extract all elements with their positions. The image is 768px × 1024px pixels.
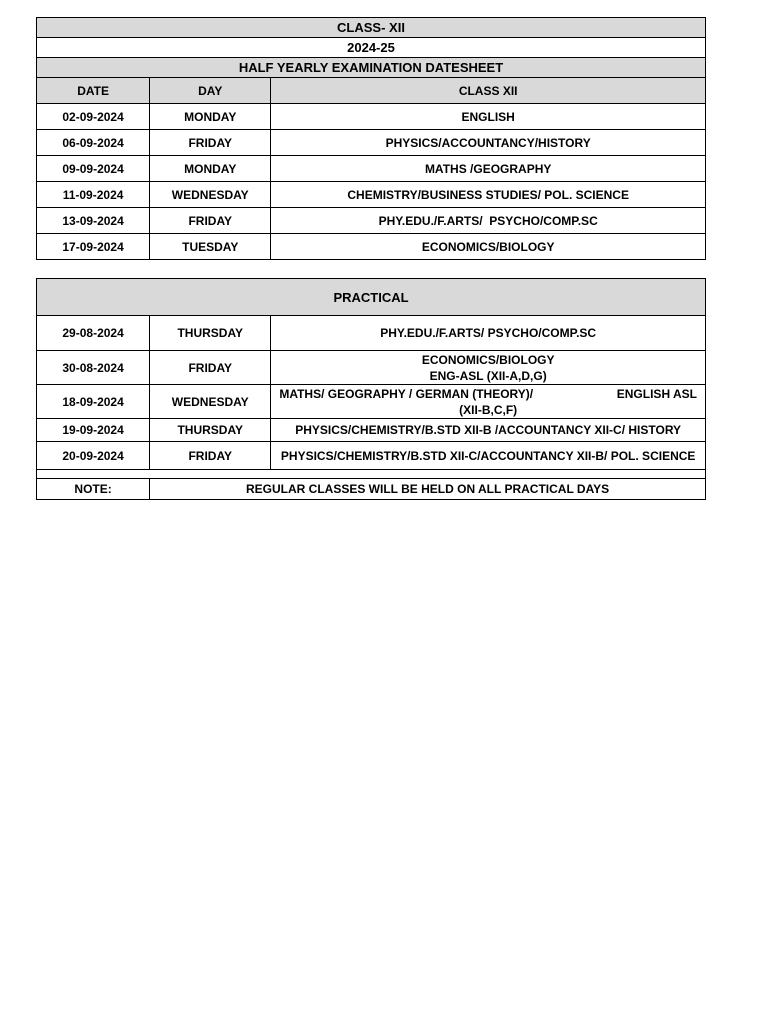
row-subject: CHEMISTRY/BUSINESS STUDIES/ POL. SCIENCE (271, 182, 706, 208)
table-row (37, 182, 706, 208)
subject-line-1-left: MATHS/ GEOGRAPHY / GERMAN (THEORY)/ (279, 386, 534, 401)
row-day: WEDNESDAY (150, 385, 271, 419)
table-row (37, 351, 706, 385)
row-subject: PHYSICS/CHEMISTRY/B.STD XII-C/ACCOUNTANCY XII-B/ POL. SCIENCE (271, 442, 706, 470)
subject-line-1: ECONOMICS/BIOLOGY (421, 352, 555, 367)
subject-line-1 (271, 386, 705, 402)
row-date: 17-09-2024 (37, 234, 150, 260)
row-subject: PHY.EDU./F.ARTS/ PSYCHO/COMP.SC (271, 208, 706, 234)
table-row (37, 104, 706, 130)
row-day: THURSDAY (150, 419, 271, 442)
practical-datesheet-table (36, 278, 706, 500)
column-header-day: DAY (150, 78, 271, 104)
row-date: 30-08-2024 (37, 351, 150, 385)
row-date: 06-09-2024 (37, 130, 150, 156)
row-day: FRIDAY (150, 130, 271, 156)
row-day: WEDNESDAY (150, 182, 271, 208)
row-subject: MATHS /GEOGRAPHY (271, 156, 706, 182)
exam-datesheet-table (36, 17, 706, 260)
row-subject (271, 385, 706, 419)
row-date: 13-09-2024 (37, 208, 150, 234)
sheet-title: HALF YEARLY EXAMINATION DATESHEET (37, 58, 706, 78)
row-subject (271, 351, 706, 385)
spacer-row (37, 470, 706, 479)
class-title: CLASS- XII (37, 18, 706, 38)
row-subject: PHY.EDU./F.ARTS/ PSYCHO/COMP.SC (271, 316, 706, 351)
row-day: TUESDAY (150, 234, 271, 260)
note-label: NOTE: (37, 479, 150, 500)
row-day: FRIDAY (150, 351, 271, 385)
row-subject: ENGLISH (271, 104, 706, 130)
table-row (37, 442, 706, 470)
row-day: FRIDAY (150, 442, 271, 470)
row-subject: PHYSICS/ACCOUNTANCY/HISTORY (271, 130, 706, 156)
table-row (37, 208, 706, 234)
row-day: MONDAY (150, 104, 271, 130)
subject-line-2: ENG-ASL (XII-A,D,G) (429, 368, 547, 383)
row-date: 20-09-2024 (37, 442, 150, 470)
row-subject: ECONOMICS/BIOLOGY (271, 234, 706, 260)
row-day: MONDAY (150, 156, 271, 182)
practical-title: PRACTICAL (37, 279, 706, 316)
table-row (37, 156, 706, 182)
subject-line-2: (XII-B,C,F) (459, 402, 518, 417)
table-row (37, 316, 706, 351)
table-row (37, 385, 706, 419)
row-date: 18-09-2024 (37, 385, 150, 419)
row-date: 11-09-2024 (37, 182, 150, 208)
session-title: 2024-25 (37, 38, 706, 58)
table-row (37, 130, 706, 156)
row-subject: PHYSICS/CHEMISTRY/B.STD XII-B /ACCOUNTANCY XII-C/ HISTORY (271, 419, 706, 442)
note-row (37, 479, 706, 500)
table-row (37, 419, 706, 442)
column-header-date: DATE (37, 78, 150, 104)
subject-line-1-right: ENGLISH ASL (616, 386, 697, 401)
row-day: THURSDAY (150, 316, 271, 351)
row-date: 02-09-2024 (37, 104, 150, 130)
note-text: REGULAR CLASSES WILL BE HELD ON ALL PRACTICAL DAYS (150, 479, 706, 500)
row-day: FRIDAY (150, 208, 271, 234)
row-date: 29-08-2024 (37, 316, 150, 351)
spacer-cell (37, 470, 706, 479)
column-header-class: CLASS XII (271, 78, 706, 104)
table-row (37, 234, 706, 260)
row-date: 19-09-2024 (37, 419, 150, 442)
row-date: 09-09-2024 (37, 156, 150, 182)
